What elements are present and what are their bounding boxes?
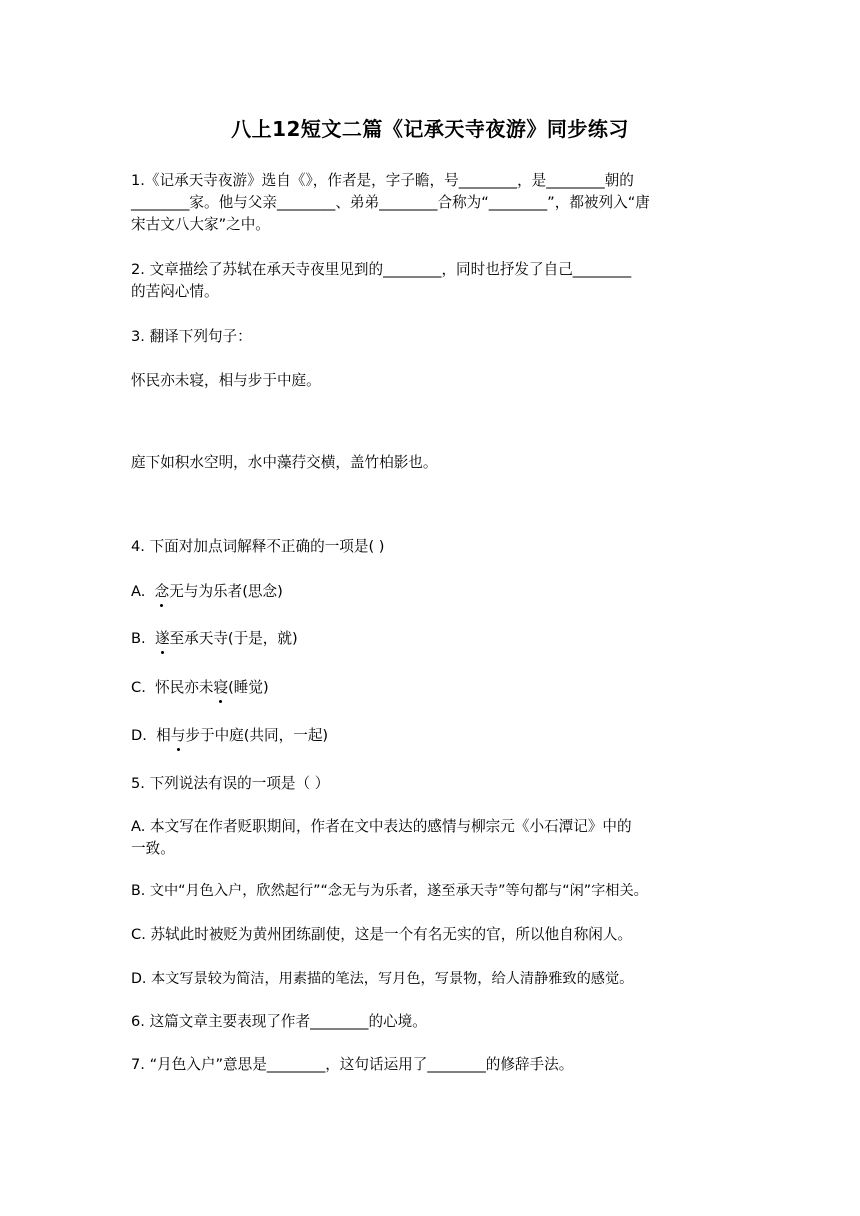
question-1 bbox=[131, 170, 731, 236]
option-b-dotted-word: 遂 bbox=[155, 628, 170, 650]
option-d-after: 步于中庭(共同，一起) bbox=[185, 727, 329, 744]
question-6 bbox=[131, 1011, 731, 1033]
option-b-prefix: B. bbox=[131, 630, 155, 647]
option-d-before: 相 bbox=[156, 727, 171, 744]
question-2 bbox=[131, 259, 731, 303]
question-3-sentence-1 bbox=[131, 370, 731, 392]
question-3-prompt bbox=[131, 326, 731, 348]
question-5-option-c-text: C. 苏轼此时被贬为黄州团练副使，这是一个有名无实的官，所以他自称闲人。 bbox=[131, 926, 633, 943]
question-3-prompt-text: 3. 翻译下列句子： bbox=[131, 328, 252, 345]
question-3-sentence-2 bbox=[131, 452, 731, 474]
option-a-after: 无与为乐者(思念) bbox=[169, 583, 283, 600]
question-4-option-a bbox=[131, 581, 731, 603]
question-5-option-c bbox=[131, 924, 731, 946]
question-3-sentence-2-text: 庭下如积水空明，水中藻荇交横，盖竹柏影也。 bbox=[131, 454, 438, 471]
option-d-prefix: D. bbox=[131, 727, 157, 744]
option-c-prefix: C. bbox=[131, 679, 156, 696]
question-4-prompt-text: 4. 下面对加点词解释不正确的一项是( ) bbox=[131, 538, 385, 555]
question-5-prompt bbox=[131, 773, 731, 795]
option-c-before: 怀民亦未 bbox=[155, 679, 214, 696]
question-1-line-2: ________家。他与父亲________、弟弟________合称为“________”，都被列入“唐 bbox=[131, 194, 650, 211]
question-4-option-d bbox=[131, 725, 731, 747]
question-1-line-1: 1.《记承天寺夜游》选自《》，作者是，字子瞻，号________，是________朝的 bbox=[131, 172, 634, 189]
question-3-sentence-1-text: 怀民亦未寝，相与步于中庭。 bbox=[131, 372, 321, 389]
option-d-dotted-word: 与 bbox=[171, 725, 186, 747]
question-4-option-c bbox=[131, 677, 731, 699]
question-2-line-2: 的苦闷心情。 bbox=[131, 283, 219, 300]
option-c-dotted-word: 寝 bbox=[214, 677, 229, 699]
question-4-option-b bbox=[131, 628, 731, 650]
question-5-option-b bbox=[131, 880, 741, 902]
question-5-option-a-line-1: A. 本文写在作者贬职期间，作者在文中表达的感情与柳宗元《小石潭记》中的 bbox=[131, 818, 632, 835]
question-2-line-1: 2. 文章描绘了苏轼在承天寺夜里见到的________，同时也抒发了自己________ bbox=[131, 261, 632, 278]
question-5-option-d-text: D. 本文写景较为简洁，用素描的笔法，写月色，写景物，给人清静雅致的感觉。 bbox=[131, 971, 634, 987]
question-5-option-b-text: B. 文中“月色入户，欣然起行”“念无与为乐者，遂至承天寺”等句都与“闲”字相关。 bbox=[131, 883, 648, 899]
question-5-option-a-line-2: 一致。 bbox=[131, 840, 175, 857]
question-5-option-d bbox=[131, 968, 741, 990]
option-b-after: 至承天寺(于是，就) bbox=[169, 630, 298, 647]
question-4-prompt bbox=[131, 536, 731, 558]
option-a-dotted-word: 念 bbox=[155, 581, 170, 603]
question-6-text: 6. 这篇文章主要表现了作者________的心境。 bbox=[131, 1013, 427, 1030]
question-1-line-3: 宋古文八大家”之中。 bbox=[131, 216, 270, 233]
question-5-prompt-text: 5. 下列说法有误的一项是（ ） bbox=[131, 775, 330, 792]
option-a-prefix: A. bbox=[131, 583, 155, 600]
question-5-option-a bbox=[131, 816, 731, 860]
page-title: 八上12短文二篇《记承天寺夜游》同步练习 bbox=[231, 117, 629, 141]
option-c-after: (睡觉) bbox=[228, 679, 269, 696]
question-7-text: 7. “月色入户”意思是________，这句话运用了________的修辞手法。 bbox=[131, 1056, 574, 1073]
question-7 bbox=[131, 1054, 731, 1076]
